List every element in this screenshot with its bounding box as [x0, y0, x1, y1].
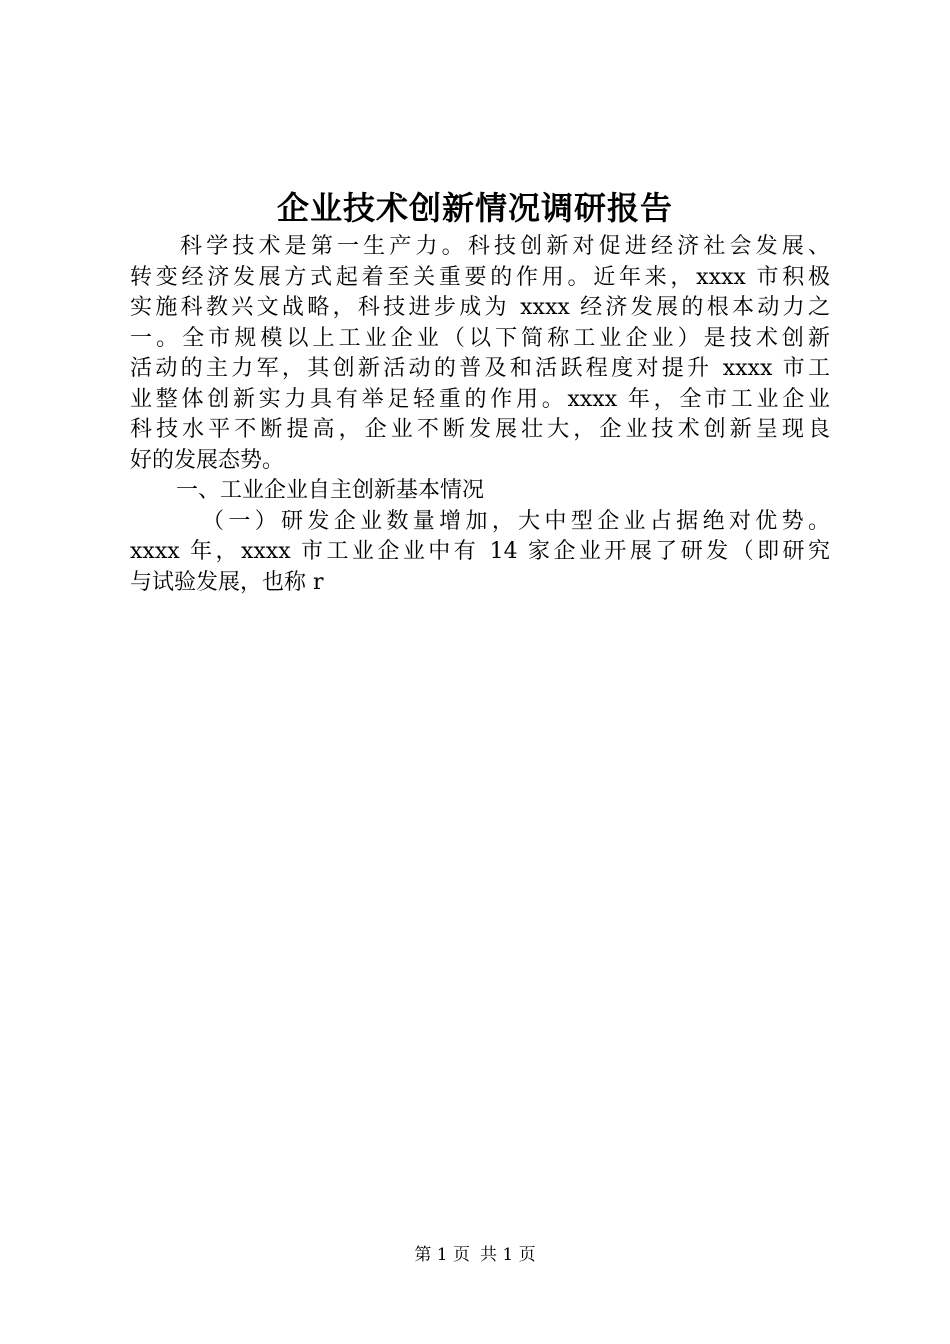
paragraph-line: xxxx 年，xxxx 市工业企业中有 14 家企业开展了研发（即研究 — [130, 539, 830, 564]
page-number: 第 1 页 — [414, 1245, 470, 1265]
document-title: 企业技术创新情况调研报告 — [276, 189, 673, 227]
document-body — [130, 232, 830, 598]
paragraph-line: （一）研发企业数量增加，大中型企业占据绝对优势。 — [202, 508, 830, 534]
paragraph-line: 实施科教兴文战略，科技进步成为 xxxx 经济发展的根本动力之 — [130, 295, 830, 320]
paragraph-line: 活动的主力军，其创新活动的普及和活跃程度对提升 xxxx 市工 — [130, 356, 830, 381]
paragraph-line: 好的发展态势。 — [130, 447, 285, 473]
page-footer — [0, 1243, 950, 1267]
paragraph-line: 科技水平不断提高，企业不断发展壮大，企业技术创新呈现良 — [130, 417, 830, 442]
paragraph-line: 业整体创新实力具有举足轻重的作用。xxxx 年，全市工业企业 — [130, 386, 830, 412]
paragraph-line: 科学技术是第一生产力。科技创新对促进经济社会发展、 — [180, 234, 830, 259]
paragraph-line: 转变经济发展方式起着至关重要的作用。近年来，xxxx 市积极 — [130, 264, 830, 290]
page-count: 共 1 页 — [480, 1245, 536, 1265]
paragraph-line: 一。全市规模以上工业企业（以下简称工业企业）是技术创新 — [130, 325, 830, 351]
section-heading: 一、工业企业自主创新基本情况 — [176, 478, 485, 503]
paragraph-line: 与试验发展，也称 r — [130, 569, 324, 595]
